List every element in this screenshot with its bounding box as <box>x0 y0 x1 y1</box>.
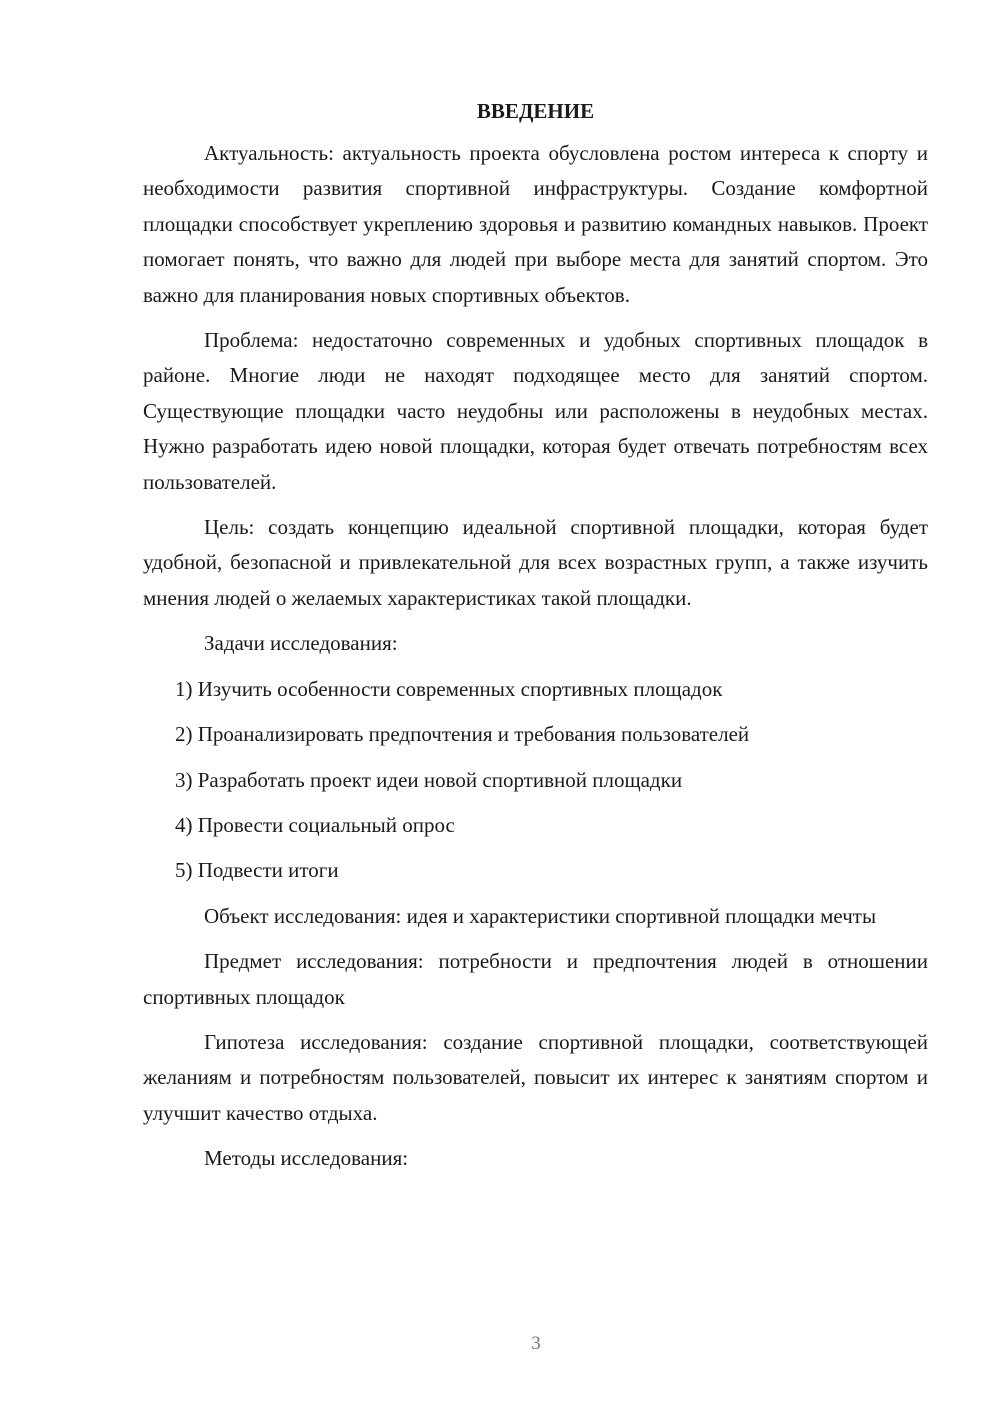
problem-paragraph: Проблема: недостаточно современных и удобных спортивных площадок в районе. Многие люди не находят подходящее место для занятий спортом. Существующие площадки часто неудобны или расположены в неудобных местах. Нужно разработать идею новой площадки, которая будет отвечать потребностям всех пользователей. <box>143 328 928 494</box>
task-item: 3) Разработать проект идеи новой спортивной площадки <box>175 767 683 792</box>
relevance-paragraph: Актуальность: актуальность проекта обусловлена ростом интереса к спорту и необходимости развития спортивной инфраструктуры. Создание комфортной площадки способствует укреплению здоровья и развитию командных навыков. Проект помогает понять, что важно для людей при выборе места для занятий спортом. Это важно для планирования новых спортивных объектов. <box>143 141 928 307</box>
task-item: 1) Изучить особенности современных спортивных площадок <box>175 676 723 701</box>
document-page <box>143 96 928 1187</box>
hypothesis-paragraph: Гипотеза исследования: создание спортивной площадки, соответствующей желаниям и потребностям пользователей, повысит их интерес к занятиям спортом и улучшит качество отдыха. <box>143 1029 928 1125</box>
object-paragraph: Объект исследования: идея и характеристики спортивной площадки мечты <box>204 903 877 928</box>
methods-heading: Методы исследования: <box>204 1146 409 1171</box>
goal-paragraph: Цель: создать концепцию идеальной спортивной площадки, которая будет удобной, безопасной и привлекательной для всех возрастных групп, а также изучить мнения людей о желаемых характеристиках такой площадки. <box>143 515 928 610</box>
section-title: ВВЕДЕНИЕ <box>476 99 595 123</box>
task-item: 4) Провести социальный опрос <box>175 812 455 837</box>
task-item: 5) Подвести итоги <box>175 858 339 883</box>
tasks-heading: Задачи исследования: <box>204 631 398 656</box>
tasks-list <box>143 672 928 889</box>
task-item: 2) Проанализировать предпочтения и требования пользователей <box>175 722 750 747</box>
subject-paragraph: Предмет исследования: потребности и предпочтения людей в отношении спортивных площадок <box>143 949 928 1009</box>
page-number: 3 <box>531 1333 541 1354</box>
